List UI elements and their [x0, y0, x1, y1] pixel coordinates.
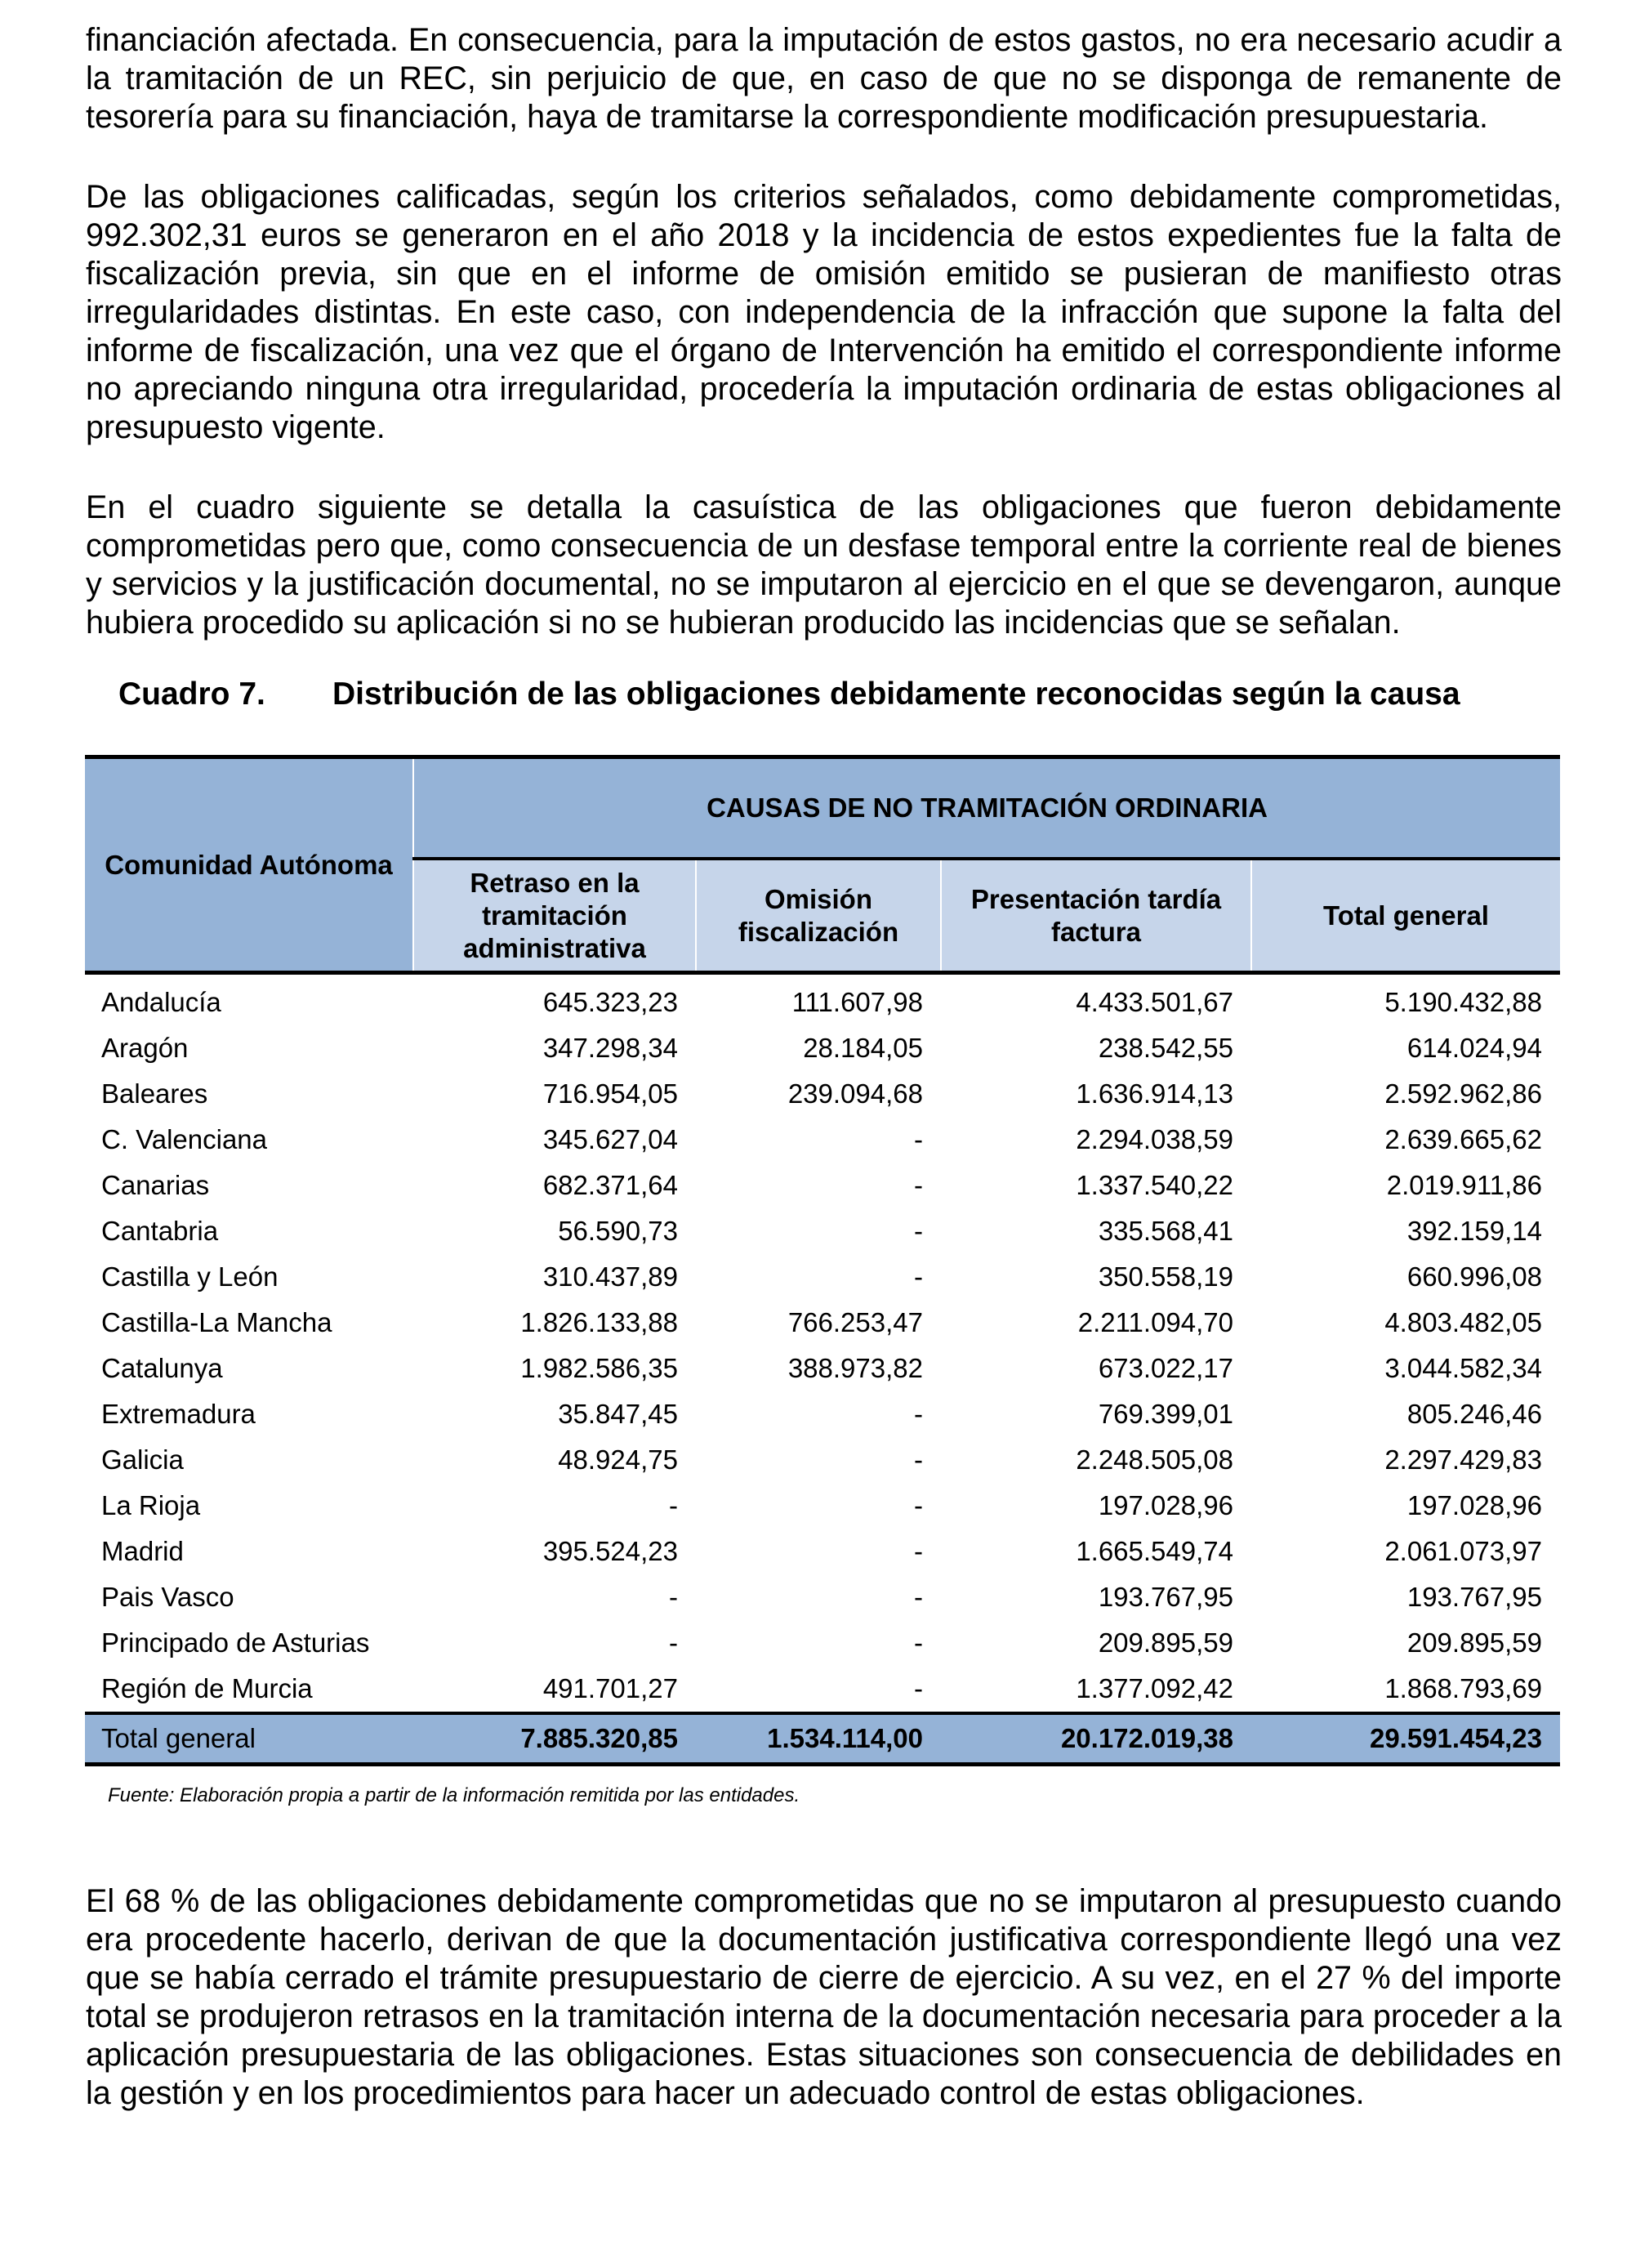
cell-comunidad: Pais Vasco [101, 1582, 234, 1612]
total-row [85, 1713, 1560, 1765]
cell-presentacion: 1.377.092,42 [1076, 1673, 1233, 1703]
table-row [85, 1071, 1560, 1117]
paragraph-3: En el cuadro siguiente se detalla la casuística de las obligaciones que fueron debidamente comprometidas pero que, como consecuencia de un desfase temporal entre la corriente real de bienes y servicios y la justificación documental, no se imputaron al ejercicio en el que se devengaron, aunque hubiera procedido su aplicación si no se hubieran producido las incidencias que se señalan. [86, 489, 1562, 641]
cell-retraso: 347.298,34 [542, 1033, 678, 1063]
cell-retraso: 345.627,04 [542, 1124, 678, 1154]
cell-comunidad: Principado de Asturias [101, 1627, 370, 1658]
total-retraso: 7.885.320,85 [413, 1713, 696, 1765]
header-causas-group: CAUSAS DE NO TRAMITACIÓN ORDINARIA [413, 757, 1560, 859]
cell-total: 2.639.665,62 [1384, 1124, 1543, 1154]
cell-total: 193.767,95 [1406, 1582, 1543, 1612]
cell-retraso: 48.924,75 [558, 1444, 678, 1475]
header-omision: Omisión fiscalización [696, 859, 941, 973]
cell-total: 5.190.432,88 [1384, 987, 1543, 1017]
table-row [85, 1620, 1560, 1666]
cell-presentacion: 673.022,17 [1098, 1353, 1233, 1383]
total-presentacion: 20.172.019,38 [941, 1713, 1251, 1765]
cell-retraso: 56.590,73 [558, 1216, 678, 1246]
cell-comunidad: Baleares [101, 1078, 208, 1109]
cell-omision: 766.253,47 [787, 1307, 923, 1337]
caption-title: Distribución de las obligaciones debidamente reconocidas según la causa [332, 676, 1460, 712]
cell-presentacion: 2.211.094,70 [1077, 1307, 1233, 1337]
cell-omision: - [914, 1216, 923, 1246]
total-label: Total general [85, 1713, 413, 1765]
caption-number: Cuadro 7. [118, 676, 265, 712]
cell-omision: - [914, 1536, 923, 1566]
cell-total: 660.996,08 [1406, 1261, 1543, 1292]
cell-retraso: 35.847,45 [558, 1399, 678, 1429]
table-row [85, 1300, 1560, 1346]
cell-presentacion: 1.665.549,74 [1076, 1536, 1233, 1566]
header-comunidad: Comunidad Autónoma [85, 757, 413, 973]
cell-omision: - [914, 1124, 923, 1154]
cell-retraso: 716.954,05 [542, 1078, 678, 1109]
cell-comunidad: Aragón [101, 1033, 189, 1063]
cell-comunidad: C. Valenciana [101, 1124, 268, 1154]
cell-omision: - [914, 1261, 923, 1292]
cell-total: 614.024,94 [1406, 1033, 1543, 1063]
cell-presentacion: 1.636.914,13 [1076, 1078, 1233, 1109]
table-row [85, 1574, 1560, 1620]
table-row [85, 1163, 1560, 1208]
total-omision: 1.534.114,00 [696, 1713, 941, 1765]
cell-total: 4.803.482,05 [1384, 1307, 1543, 1337]
cell-omision: 239.094,68 [787, 1078, 923, 1109]
cell-presentacion: 335.568,41 [1098, 1216, 1233, 1246]
cell-total: 2.061.073,97 [1384, 1536, 1543, 1566]
cell-retraso: 682.371,64 [542, 1170, 678, 1200]
cell-presentacion: 238.542,55 [1098, 1033, 1233, 1063]
table-row [85, 1117, 1560, 1163]
cell-comunidad: Galicia [101, 1444, 184, 1475]
header-presentacion: Presentación tardía factura [941, 859, 1251, 973]
cell-presentacion: 2.294.038,59 [1076, 1124, 1233, 1154]
table-row [85, 973, 1560, 1026]
cell-retraso: 645.323,23 [542, 987, 678, 1017]
table-row [85, 1529, 1560, 1574]
cell-retraso: - [669, 1627, 678, 1658]
cell-total: 2.592.962,86 [1384, 1078, 1543, 1109]
cell-total: 3.044.582,34 [1384, 1353, 1543, 1383]
cell-comunidad: Región de Murcia [101, 1673, 313, 1703]
table-row [85, 1254, 1560, 1300]
cell-presentacion: 197.028,96 [1098, 1490, 1233, 1520]
cell-comunidad: Extremadura [101, 1399, 256, 1429]
cell-total: 197.028,96 [1406, 1490, 1543, 1520]
table-header [85, 757, 1560, 973]
cell-total: 2.297.429,83 [1384, 1444, 1543, 1475]
table-row [85, 1437, 1560, 1483]
cell-omision: - [914, 1399, 923, 1429]
paragraph-4: El 68 % de las obligaciones debidamente comprometidas que no se imputaron al presupuesto cuando era procedente hacerlo, derivan de que la documentación justificativa correspondiente llegó una vez que se había cerrado el trámite presupuestario de cierre de ejercicio. A su vez, en el 27 % del importe total se produjeron retrasos en la tramitación interna de la documentación necesaria para proceder a la aplicación presupuestaria de las obligaciones. Estas situaciones son consecuencia de debilidades en la gestión y en los procedimientos para hacer un adecuado control de estas obligaciones. [86, 1883, 1562, 2111]
cell-retraso: 1.826.133,88 [520, 1307, 678, 1337]
cell-presentacion: 193.767,95 [1098, 1582, 1233, 1612]
cell-omision: - [914, 1627, 923, 1658]
header-retraso: Retraso en la tramitación administrativa [413, 859, 696, 973]
cell-omision: - [914, 1582, 923, 1612]
cell-comunidad: Andalucía [101, 987, 221, 1017]
cell-omision: - [914, 1490, 923, 1520]
table-row [85, 1346, 1560, 1391]
table-row [85, 1666, 1560, 1713]
cell-omision: 111.607,98 [791, 987, 923, 1017]
cell-presentacion: 209.895,59 [1098, 1627, 1233, 1658]
cell-total: 1.868.793,69 [1384, 1673, 1543, 1703]
cell-comunidad: Madrid [101, 1536, 184, 1566]
cell-retraso: 395.524,23 [542, 1536, 678, 1566]
obligations-table [85, 755, 1560, 1766]
cell-comunidad: Castilla-La Mancha [101, 1307, 332, 1337]
cell-total: 209.895,59 [1406, 1627, 1543, 1658]
header-total: Total general [1251, 859, 1560, 973]
cell-comunidad: Cantabria [101, 1216, 219, 1246]
cell-presentacion: 2.248.505,08 [1076, 1444, 1233, 1475]
paragraph-2: De las obligaciones calificadas, según los criterios señalados, como debidamente comprometidas, 992.302,31 euros se generaron en el año 2018 y la incidencia de estos expedientes fue la falta de fiscalización previa, sin que en el informe de omisión emitido se pusieran de manifiesto otras irregularidades distintas. En este caso, con independencia de la infracción que supone la falta del informe de fiscalización, una vez que el órgano de Intervención ha emitido el correspondiente informe no apreciando ninguna otra irregularidad, procedería la imputación ordinaria de estas obligaciones al presupuesto vigente. [86, 179, 1562, 445]
cell-retraso: 491.701,27 [542, 1673, 678, 1703]
table-row [85, 1391, 1560, 1437]
table-row [85, 1025, 1560, 1071]
cell-omision: - [914, 1673, 923, 1703]
cell-comunidad: Canarias [101, 1170, 210, 1200]
cell-total: 392.159,14 [1406, 1216, 1543, 1246]
table-body [85, 973, 1560, 1714]
cell-presentacion: 769.399,01 [1098, 1399, 1233, 1429]
total-general: 29.591.454,23 [1251, 1713, 1560, 1765]
cell-retraso: - [669, 1490, 678, 1520]
cell-comunidad: Castilla y León [101, 1261, 279, 1292]
cell-presentacion: 1.337.540,22 [1076, 1170, 1233, 1200]
cell-omision: - [914, 1170, 923, 1200]
cell-omision: - [914, 1444, 923, 1475]
cell-comunidad: Catalunya [101, 1353, 223, 1383]
table-container [85, 755, 1560, 1766]
table-caption [118, 676, 1572, 712]
cell-retraso: 1.982.586,35 [520, 1353, 678, 1383]
cell-presentacion: 350.558,19 [1098, 1261, 1233, 1292]
cell-total: 805.246,46 [1406, 1399, 1543, 1429]
cell-comunidad: La Rioja [101, 1490, 201, 1520]
cell-omision: 388.973,82 [787, 1353, 923, 1383]
paragraph-1: financiación afectada. En consecuencia, para la imputación de estos gastos, no era necesario acudir a la tramitación de un REC, sin perjuicio de que, en caso de que no se disponga de remanente de tesorería para su financiación, haya de tramitarse la correspondiente modificación presupuestaria. [86, 22, 1562, 135]
table-row [85, 1483, 1560, 1529]
cell-retraso: - [669, 1582, 678, 1612]
cell-presentacion: 4.433.501,67 [1076, 987, 1233, 1017]
table-row [85, 1208, 1560, 1254]
cell-total: 2.019.911,86 [1386, 1170, 1543, 1200]
table-footer [85, 1713, 1560, 1765]
cell-omision: 28.184,05 [803, 1033, 923, 1063]
cell-retraso: 310.437,89 [542, 1261, 678, 1292]
source-note: Fuente: Elaboración propia a partir de la información remitida por las entidades. [108, 1784, 800, 1806]
